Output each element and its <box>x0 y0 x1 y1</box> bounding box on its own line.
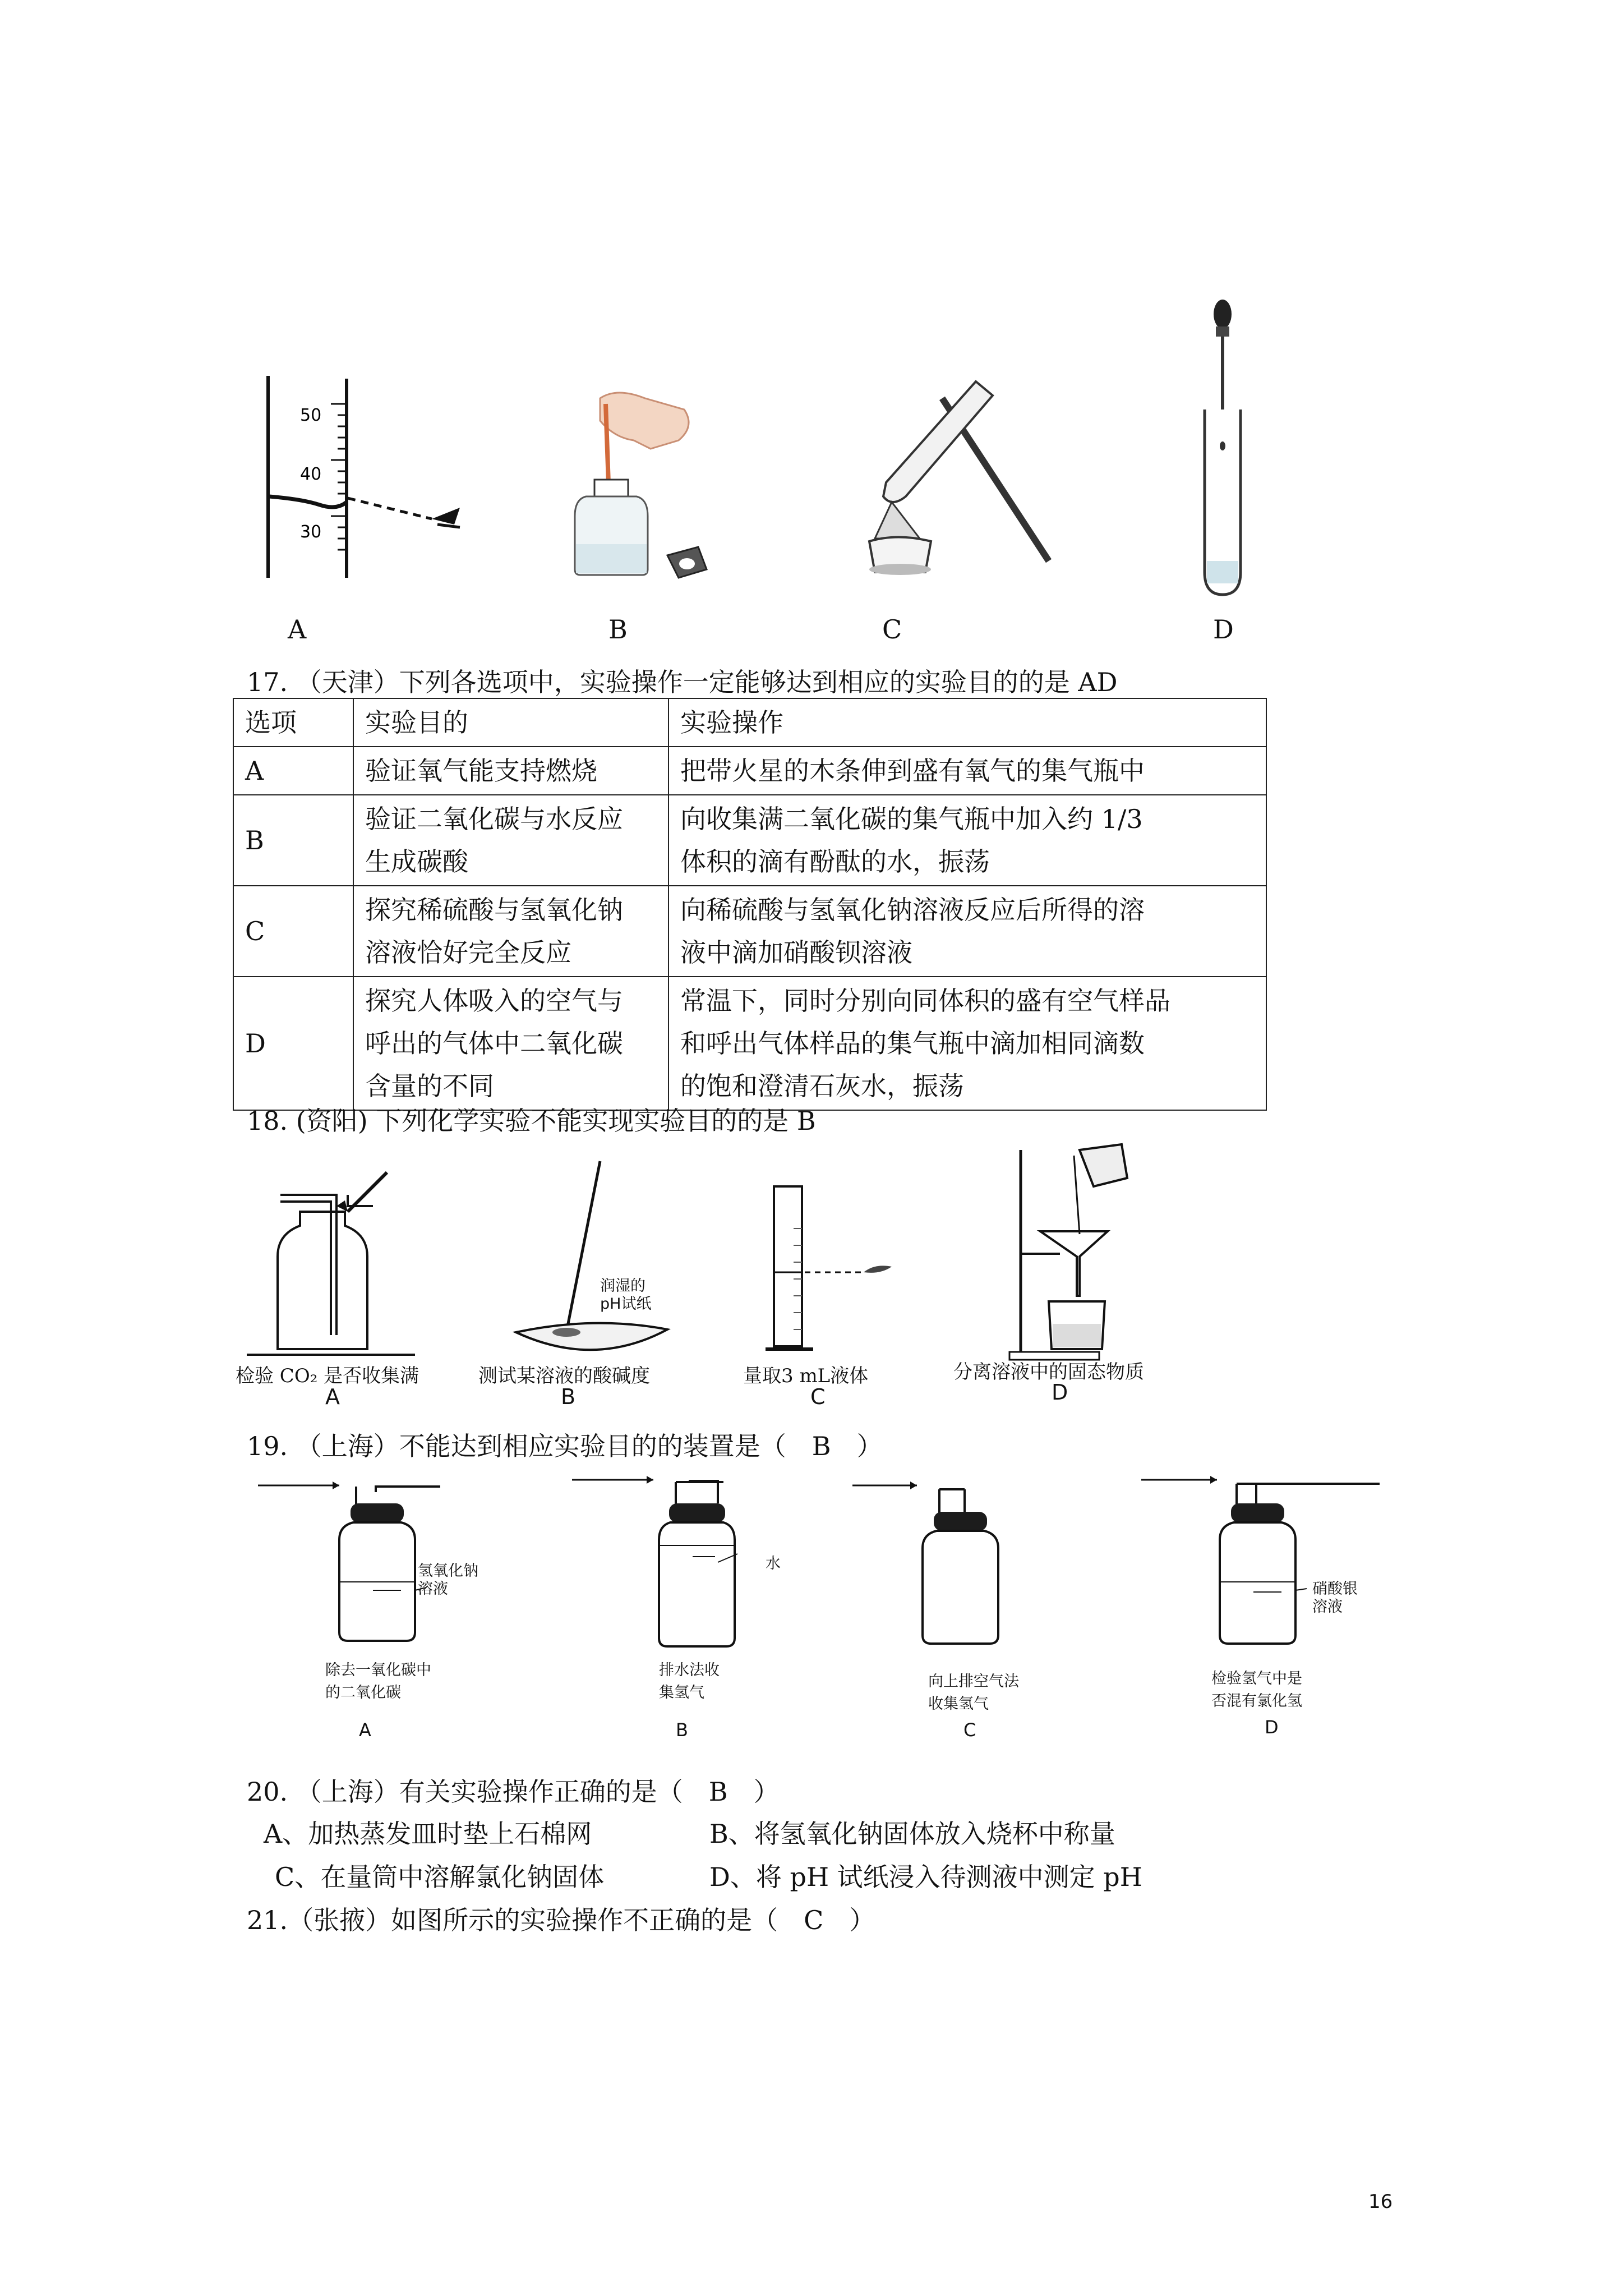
goal-cell <box>353 886 668 977</box>
option-cell: B <box>233 795 353 886</box>
q18-question: 18. (资阳) 下列化学实验不能实现实验目的的是 B <box>247 1106 816 1136</box>
q20-option-c: C、在量筒中溶解氯化钠固体 <box>275 1862 605 1892</box>
q18-caption-c: 量取3 mL液体 <box>743 1365 869 1387</box>
wash-bottle-d-figure <box>1138 1470 1380 1655</box>
gas-jar-c-figure <box>850 1475 1035 1655</box>
device-a-caption-1: 除去一氧化碳中 <box>325 1662 431 1679</box>
dropper-bottle-figure <box>566 387 723 589</box>
test-tube-heating-figure <box>858 348 1077 583</box>
q20-option-d: D、将 pH 试纸浸入待测液中测定 pH <box>709 1862 1142 1892</box>
op-line: 体积的滴有酚酞的水，振荡 <box>680 846 990 877</box>
header-operation: 实验操作 <box>668 698 1266 747</box>
table-header-row <box>233 698 1266 747</box>
goal-cell <box>353 747 668 795</box>
q19-question: 19. （上海）不能达到相应实验目的的装置是（ B ） <box>247 1431 883 1461</box>
table-row <box>233 795 1266 886</box>
q18-letter-c: C <box>810 1384 826 1409</box>
goal-cell <box>353 795 668 886</box>
device-a-liquid-1: 氢氧化钠 <box>418 1562 478 1580</box>
wash-bottle-b-figure <box>569 1470 754 1655</box>
q18-caption-b: 测试某溶液的酸碱度 <box>478 1365 650 1387</box>
header-option: 选项 <box>233 698 353 747</box>
q18-caption-a: 检验 CO₂ 是否收集满 <box>236 1365 419 1387</box>
operation-cell <box>668 747 1266 795</box>
q20-option-a: A、加热蒸发皿时垫上石棉网 <box>264 1819 592 1849</box>
device-b-caption-2: 集氢气 <box>659 1684 704 1701</box>
device-b-liquid: 水 <box>766 1555 781 1572</box>
option-cell: A <box>233 747 353 795</box>
q16-label-b: B <box>608 614 628 645</box>
q21-question: 21.（张掖）如图所示的实验操作不正确的是（ C ） <box>247 1905 875 1935</box>
cylinder-reading-figure <box>247 370 460 583</box>
q16-label-a: A <box>288 614 307 645</box>
device-b-caption-1: 排水法收 <box>659 1662 720 1679</box>
op-line: 液中滴加硝酸钡溶液 <box>680 937 912 968</box>
goal-line: 探究稀硫酸与氢氧化钠 <box>365 895 623 925</box>
table-row <box>233 886 1266 977</box>
operation-cell <box>668 795 1266 886</box>
device-a-liquid-2: 溶液 <box>418 1580 448 1598</box>
goal-line: 探究人体吸入的空气与 <box>365 986 623 1016</box>
device-b-letter: B <box>676 1719 688 1741</box>
table-row <box>233 977 1266 1110</box>
ph-paper-label-2: pH试纸 <box>600 1295 652 1313</box>
device-d-caption-2: 否混有氯化氢 <box>1211 1692 1302 1710</box>
device-c-caption-2: 收集氢气 <box>928 1695 989 1713</box>
goal-line: 溶液恰好完全反应 <box>365 937 571 968</box>
device-d-liquid-2: 溶液 <box>1312 1598 1343 1616</box>
op-line: 向稀硫酸与氢氧化钠溶液反应后所得的溶 <box>680 895 1145 925</box>
q20-option-b: B、将氢氧化钠固体放入烧杯中称量 <box>709 1819 1115 1849</box>
op-line: 向收集满二氧化碳的集气瓶中加入约 1/3 <box>680 804 1143 834</box>
ph-test-figure <box>505 1161 684 1363</box>
device-a-caption-2: 的二氧化碳 <box>325 1684 401 1701</box>
q17-table <box>233 698 1267 1111</box>
q18-letter-a: A <box>325 1384 340 1409</box>
eye-sightline <box>348 494 471 539</box>
header-goal: 实验目的 <box>353 698 668 747</box>
op-line: 的饱和澄清石灰水，振荡 <box>680 1071 964 1101</box>
op-line: 和呼出气体样品的集气瓶中滴加相同滴数 <box>680 1028 1145 1059</box>
goal-cell <box>353 977 668 1110</box>
goal-line: 生成碳酸 <box>365 846 468 877</box>
goal-line: 验证氧气能支持燃烧 <box>365 756 597 786</box>
goal-line: 呼出的气体中二氧化碳 <box>365 1028 623 1059</box>
q16-label-c: C <box>882 614 902 645</box>
device-d-letter: D <box>1265 1717 1279 1738</box>
table-row <box>233 747 1266 795</box>
goal-line: 含量的不同 <box>365 1071 494 1101</box>
device-c-letter: C <box>963 1719 976 1741</box>
ph-paper-label-1: 润湿的 <box>600 1277 645 1295</box>
q18-caption-d: 分离溶液中的固态物质 <box>953 1361 1144 1383</box>
goal-line: 验证二氧化碳与水反应 <box>365 804 623 834</box>
page-number: 16 <box>1368 2191 1393 2213</box>
device-d-liquid-1: 硝酸银 <box>1312 1580 1358 1598</box>
op-line: 常温下，同时分别向同体积的盛有空气样品 <box>680 986 1170 1016</box>
option-cell: C <box>233 886 353 977</box>
filtration-figure <box>987 1133 1155 1363</box>
device-d-caption-1: 检验氢气中是 <box>1211 1670 1302 1687</box>
q16-label-d: D <box>1213 614 1234 645</box>
operation-cell <box>668 886 1266 977</box>
q18-letter-b: B <box>561 1384 576 1409</box>
tick-50: 50 <box>300 406 322 425</box>
q17-question: 17. （天津）下列各选项中，实验操作一定能够达到相应的实验目的的是 AD <box>247 667 1118 697</box>
op-line: 把带火星的木条伸到盛有氧气的集气瓶中 <box>680 756 1145 786</box>
dropper-test-tube-figure <box>1189 297 1256 606</box>
device-a-letter: A <box>359 1719 371 1741</box>
option-cell: D <box>233 977 353 1110</box>
operation-cell <box>668 977 1266 1110</box>
wash-bottle-a-figure <box>255 1475 440 1655</box>
tick-40: 40 <box>300 464 322 484</box>
measuring-cylinder-figure <box>763 1178 942 1369</box>
q20-question: 20. （上海）有关实验操作正确的是（ B ） <box>247 1777 780 1807</box>
gas-bottle-figure <box>247 1172 426 1363</box>
device-c-caption-1: 向上排空气法 <box>928 1673 1019 1690</box>
tick-30: 30 <box>300 522 322 542</box>
q18-letter-d: D <box>1052 1380 1068 1405</box>
